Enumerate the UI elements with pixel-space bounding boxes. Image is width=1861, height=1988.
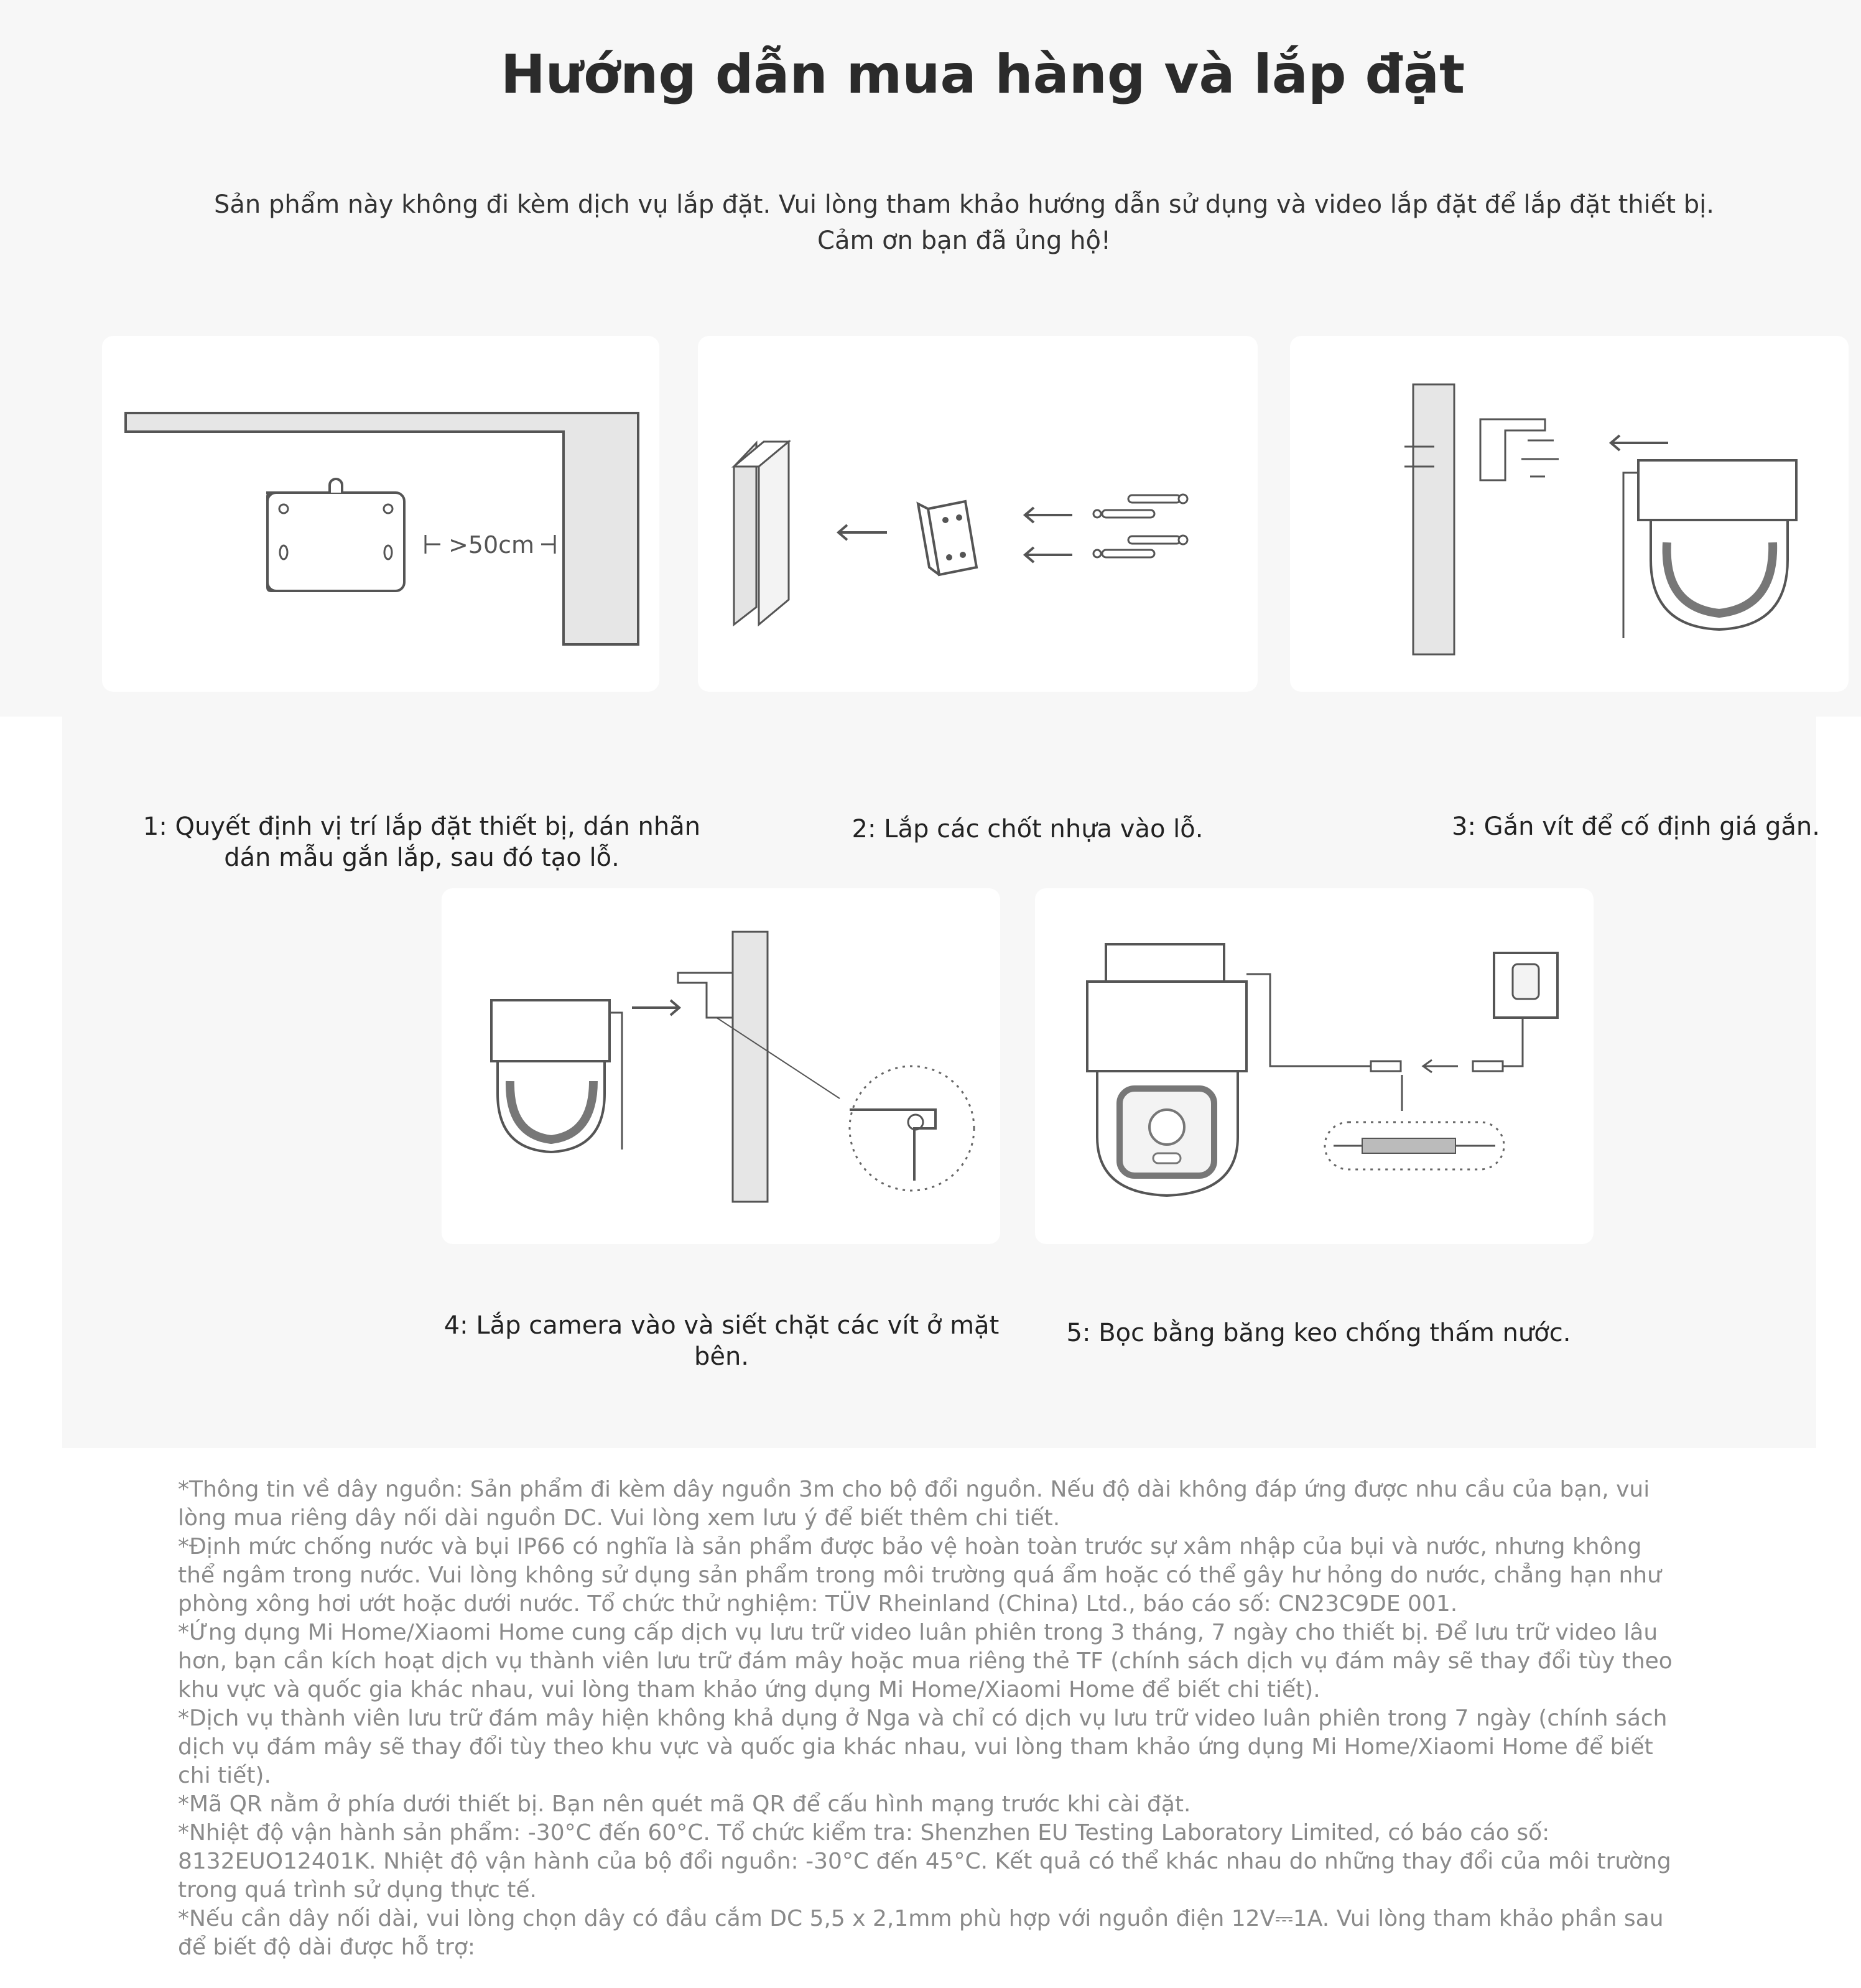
step-1-caption: 1: Quyết định vị trí lắp đặt thiết bị, dán nhãn dán mẫu gắn lắp, sau đó tạo lỗ. [142,812,701,872]
step-1-illustration [102,336,659,692]
measure-label: >50cm [448,531,535,559]
camera-attach-diagram [442,888,1000,1244]
wall-anchors-diagram [698,336,1258,692]
wall-corner-diagram [102,336,659,692]
page-title: Hướng dẫn mua hàng và lắp đặt [500,44,1465,106]
note-power-cable: *Thông tin về dây nguồn: Sản phẩm đi kèm dây nguồn 3m cho bộ đổi nguồn. Nếu độ dài không đáp ứng được nhu cầu của bạn, vui lòng mua riêng dây nối dài nguồn DC. Vui lòng xem lưu ý để biết thêm chi tiết. [178,1477,1650,1531]
step-3-caption: 3: Gắn vít để cố định giá gắn. [1452,812,1820,841]
step-4-illustration [442,888,1000,1244]
step-4-caption: 4: Lắp camera vào và siết chặt các vít ở mặt bên. [443,1311,1000,1371]
note-temperature: *Nhiệt độ vận hành sản phẩm: -30°C đến 60°C. Tổ chức kiểm tra: Shenzhen EU Testing Laboratory Limited, có báo cáo số: 8132EUO12401K. Nhiệt độ vận hành của bộ đổi nguồn: -30°C đến 45°C. Kết quả có thể khác nhau do những thay đổi của môi trường trong quá trình sử dụng thực tế. [178,1820,1671,1903]
note-qr-code: *Mã QR nằm ở phía dưới thiết bị. Bạn nên quét mã QR để cấu hình mạng trước khi cài đặt. [178,1791,1191,1817]
note-extension: *Nếu cần dây nối dài, vui lòng chọn dây có đầu cắm DC 5,5 x 2,1mm phù hợp với nguồn điện 12V⎓1A. Vui lòng tham khảo phần sau để biết độ dài được hỗ trợ: [178,1906,1664,1960]
intro-text: Sản phẩm này không đi kèm dịch vụ lắp đặt. Vui lòng tham khảo hướng dẫn sử dụng và video lắp đặt để lắp đặt thiết bị. Cảm ơn bạn đã ủng hộ! [214,190,1714,255]
mid-background-top [62,717,1816,779]
step-2-illustration [698,336,1258,692]
note-storage: *Ứng dụng Mi Home/Xiaomi Home cung cấp dịch vụ lưu trữ video luân phiên trong 3 tháng, 7 ngày cho thiết bị. Để lưu trữ video lâu hơn, bạn cần kích hoạt dịch vụ thành viên lưu trữ đám mây hoặc mua riêng thẻ TF (chính sách dịch vụ đám mây sẽ thay đổi tùy theo khu vực và quốc gia khác nhau, vui lòng tham khảo ứng dụng Mi Home/Xiaomi Home để biết chi tiết). [178,1620,1673,1702]
note-ip66: *Định mức chống nước và bụi IP66 có nghĩa là sản phẩm được bảo vệ hoàn toàn trước sự xâm nhập của bụi và nước, nhưng không thể ngâm trong nước. Vui lòng không sử dụng sản phẩm trong môi trường quá ẩm hoặc có thể gây hư hỏng do nước, chẳng hạn như phòng xông hơi ướt hoặc dưới nước. Tổ chức thử nghiệm: TÜV Rheinland (China) Ltd., báo cáo số: CN23C9DE 001. [178,1534,1661,1617]
note-russia: *Dịch vụ thành viên lưu trữ đám mây hiện không khả dụng ở Nga và chỉ có dịch vụ lưu trữ video luân phiên trong 7 ngày (chính sách dịch vụ đám mây sẽ thay đổi tùy theo khu vực và quốc gia khác nhau, vui lòng tham khảo ứng dụng Mi Home/Xiaomi Home để biết chi tiết). [178,1706,1668,1788]
mount-bracket-diagram [1290,336,1849,692]
waterproof-wrap-diagram [1035,888,1594,1244]
footnotes [178,1475,1683,1962]
step-2-caption: 2: Lắp các chốt nhựa vào lỗ. [852,815,1204,843]
step-5-caption: 5: Bọc bằng băng keo chống thấm nước. [1066,1319,1571,1347]
step-3-illustration [1290,336,1849,692]
step-5-illustration [1035,888,1594,1244]
